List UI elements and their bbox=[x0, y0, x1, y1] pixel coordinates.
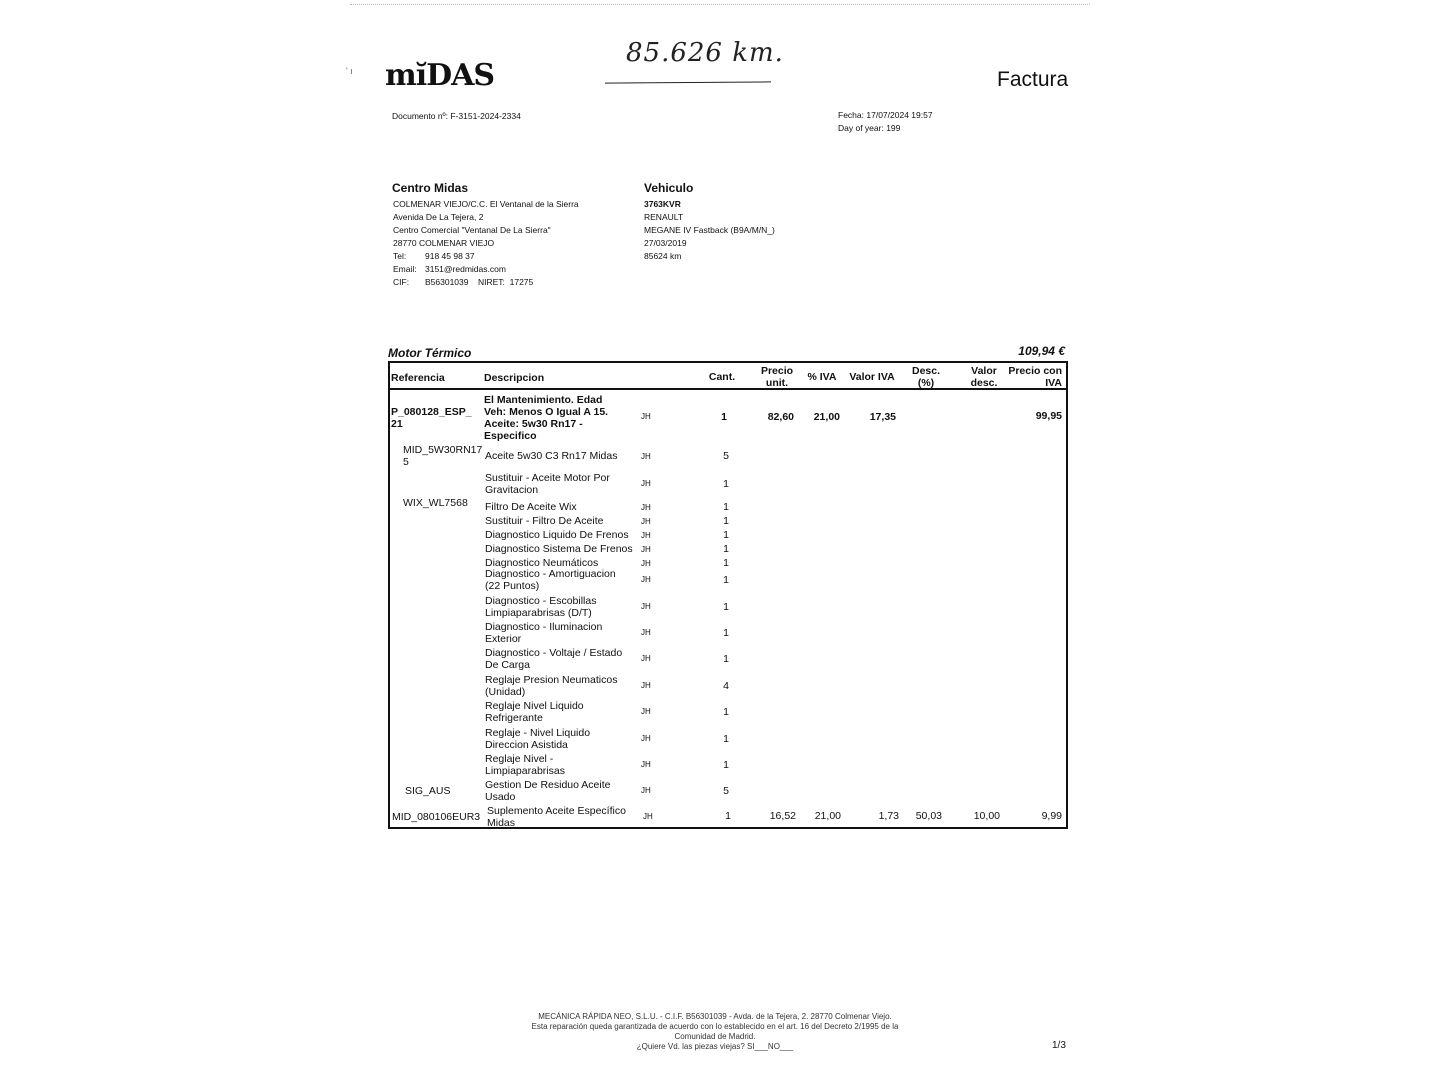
sub-row-cant: 1 bbox=[723, 478, 729, 490]
sub-row-desc-line: Gestion De Residuo Aceite bbox=[485, 779, 611, 791]
sub-row-ref-line: SIG_AUS bbox=[405, 785, 451, 797]
vehiculo-model: MEGANE IV Fastback (B9A/M/N_) bbox=[644, 225, 775, 235]
sub-row-desc bbox=[485, 674, 617, 698]
main-row-desc-line: Especifico bbox=[484, 430, 537, 442]
email-label: Email: bbox=[393, 264, 417, 274]
vehiculo-km: 85624 km bbox=[644, 251, 682, 261]
main-row-ref-line: P_080128_ESP_ bbox=[391, 406, 472, 418]
last-row-tec: JH bbox=[643, 812, 653, 821]
header-cant: Cant. bbox=[708, 371, 736, 383]
header-precio-iva-line: IVA bbox=[1045, 377, 1062, 389]
sub-row-desc bbox=[485, 753, 565, 777]
header-precio-unit-line: Precio bbox=[760, 365, 794, 377]
header-precio-iva-line: Precio con bbox=[1008, 365, 1062, 377]
email-value: 3151@redmidas.com bbox=[425, 264, 506, 274]
header-valor-iva: Valor IVA bbox=[849, 371, 895, 383]
sub-row-tec: JH bbox=[641, 517, 651, 526]
header-valor-desc bbox=[962, 365, 1006, 389]
page-number: 1/3 bbox=[1052, 1040, 1066, 1051]
tel-label: Tel: bbox=[393, 251, 407, 261]
sub-row-ref bbox=[405, 785, 451, 797]
fecha-value: 17/07/2024 19:57 bbox=[866, 110, 933, 120]
centro-cif bbox=[393, 276, 579, 289]
block-total: 109,94 € bbox=[1018, 344, 1065, 358]
main-row-precio: 82,60 bbox=[767, 411, 794, 423]
sub-row-desc-line: Sustituir - Filtro De Aceite bbox=[485, 515, 604, 527]
tel-value: 918 45 98 37 bbox=[425, 251, 475, 261]
header-precio-iva bbox=[1004, 365, 1062, 389]
sub-row-ref-line: MID_5W30RN17 bbox=[403, 444, 483, 456]
last-row-valor-desc: 10,00 bbox=[973, 810, 1000, 822]
sub-row-desc-line: Limpiaparabrisas (D/T) bbox=[485, 607, 592, 619]
sub-row-cant: 5 bbox=[723, 785, 729, 797]
sub-row-tec: JH bbox=[641, 559, 651, 568]
sub-row-desc-line: (22 Puntos) bbox=[485, 580, 540, 592]
footer-line: ¿Quiere Vd. las piezas viejas? SI___NO___ bbox=[636, 1042, 794, 1051]
sub-row-cant: 1 bbox=[723, 574, 729, 586]
sub-row-desc bbox=[485, 779, 611, 803]
vehiculo-title: Vehiculo bbox=[644, 181, 694, 195]
sub-row-cant: 5 bbox=[723, 450, 729, 462]
sub-row-desc bbox=[485, 595, 596, 619]
last-row-precio-iva: 9,99 bbox=[1041, 810, 1062, 822]
sub-row-cant: 4 bbox=[723, 680, 729, 692]
sub-row-tec: JH bbox=[641, 575, 651, 584]
main-row-desc-line: El Mantenimiento. Edad bbox=[484, 394, 603, 406]
sub-row-ref bbox=[403, 497, 468, 509]
sub-row-cant: 1 bbox=[723, 543, 729, 555]
centro-title: Centro Midas bbox=[392, 181, 469, 195]
centro-line: 28770 COLMENAR VIEJO bbox=[393, 238, 495, 248]
sub-row-desc bbox=[485, 568, 616, 592]
sub-row-cant: 1 bbox=[723, 515, 729, 527]
sub-row-desc-line: Reglaje - Nivel Liquido bbox=[485, 727, 591, 739]
day-label: Day of year: bbox=[838, 123, 884, 133]
main-row-iva: 21,00 bbox=[813, 411, 840, 423]
scan-top-edge bbox=[350, 4, 1090, 6]
main-row-valor-iva: 17,35 bbox=[869, 411, 896, 423]
sub-row-ref-line: 5 bbox=[403, 456, 409, 468]
main-row-desc-line: Aceite: 5w30 Rn17 - bbox=[484, 418, 583, 430]
cif-value: B56301039 bbox=[425, 277, 469, 287]
last-row-desc bbox=[487, 805, 626, 829]
sub-row-tec: JH bbox=[641, 602, 651, 611]
sub-row-desc-line: Diagnostico - Voltaje / Estado bbox=[485, 647, 623, 659]
sub-row-cant: 1 bbox=[723, 557, 729, 569]
vehiculo-brand: RENAULT bbox=[644, 212, 684, 222]
document-title: Factura bbox=[997, 68, 1069, 91]
sub-row-tec: JH bbox=[641, 681, 651, 690]
sub-row-desc bbox=[485, 472, 610, 496]
centro-tel bbox=[393, 250, 579, 263]
last-row-valor-iva: 1,73 bbox=[878, 810, 899, 822]
sub-row-desc-line: Exterior bbox=[485, 633, 522, 645]
sub-row-tec: JH bbox=[641, 628, 651, 637]
centro-line: COLMENAR VIEJO/C.C. El Ventanal de la Sierra bbox=[393, 199, 579, 209]
sub-row-desc-line: Reglaje Presion Neumaticos bbox=[485, 674, 618, 686]
sub-row-tec: JH bbox=[641, 786, 651, 795]
header-valor-desc-line: Valor bbox=[971, 365, 997, 377]
header-iva: % IVA bbox=[807, 371, 837, 383]
header-precio-unit-line: unit. bbox=[765, 377, 789, 389]
vehiculo-date: 27/03/2019 bbox=[644, 238, 687, 248]
sub-row-desc-line: Diagnostico Neumáticos bbox=[485, 557, 599, 569]
header-desc-line: (%) bbox=[917, 377, 935, 389]
handwritten-underline bbox=[605, 81, 771, 83]
sub-row-desc-line: Limpiaparabrisas bbox=[485, 765, 565, 777]
main-row-desc-line: Veh: Menos O Igual A 15. bbox=[484, 406, 609, 418]
sub-row-desc bbox=[485, 727, 590, 751]
sub-row-tec: JH bbox=[641, 760, 651, 769]
sub-row-desc-line: Reglaje Nivel Liquido bbox=[485, 700, 584, 712]
main-row-precio-iva: 99,95 bbox=[1035, 410, 1062, 422]
centro-line: Centro Comercial "Ventanal De La Sierra" bbox=[393, 225, 551, 235]
sub-row-desc-line: Sustituir - Aceite Motor Por bbox=[485, 472, 610, 484]
footer-line: MECÁNICA RÁPIDA NEO, S.L.U. - C.I.F. B56301039 - Avda. de la Tejera, 2. 28770 Colmenar Viejo. bbox=[538, 1012, 892, 1021]
main-row-ref bbox=[391, 406, 472, 430]
sub-row-tec: JH bbox=[641, 734, 651, 743]
sub-row-cant: 1 bbox=[723, 501, 729, 513]
header-valor-desc-line: desc. bbox=[970, 377, 998, 389]
sub-row-cant: 1 bbox=[723, 529, 729, 541]
header-desc bbox=[904, 365, 948, 389]
main-row-tec: JH bbox=[641, 412, 651, 421]
sub-row-desc bbox=[485, 700, 584, 724]
sub-row-desc bbox=[485, 515, 603, 527]
footer-line: Comunidad de Madrid. bbox=[674, 1032, 756, 1041]
sub-row-ref-line: WIX_WL7568 bbox=[403, 497, 468, 509]
sub-row-desc bbox=[485, 647, 622, 671]
sub-row-desc bbox=[485, 529, 629, 541]
sub-row-cant: 1 bbox=[723, 601, 729, 613]
handwritten-km-note: 85.626 km. bbox=[626, 38, 784, 68]
sub-row-cant: 1 bbox=[723, 627, 729, 639]
header-descripcion: Descripcion bbox=[484, 372, 545, 384]
centro-email bbox=[393, 263, 579, 276]
last-row-iva: 21,00 bbox=[814, 810, 841, 822]
sub-row-tec: JH bbox=[641, 545, 651, 554]
niret-label: NIRET: bbox=[477, 277, 505, 287]
sub-row-desc bbox=[485, 501, 577, 513]
sub-row-tec: JH bbox=[641, 503, 651, 512]
sub-row-cant: 1 bbox=[723, 759, 729, 771]
sub-row-desc-line: Gravitacion bbox=[485, 484, 539, 496]
header-referencia: Referencia bbox=[391, 372, 445, 384]
sub-row-tec: JH bbox=[641, 479, 651, 488]
sub-row-desc-line: Reglaje Nivel - bbox=[485, 753, 554, 765]
header-desc-line: Desc. bbox=[911, 365, 941, 377]
last-row-precio: 16,52 bbox=[769, 810, 796, 822]
sub-row-ref bbox=[403, 444, 482, 468]
last-row-ref: MID_080106EUR3 bbox=[392, 811, 481, 823]
sub-row-desc-line: Diagnostico - Iluminacion bbox=[485, 621, 603, 633]
last-row-desc-line: Suplemento Aceite Específico bbox=[487, 805, 626, 817]
sub-row-desc-line: Filtro De Aceite Wix bbox=[485, 501, 577, 513]
sub-row-tec: JH bbox=[641, 452, 651, 461]
documento-value: F-3151-2024-2334 bbox=[450, 111, 521, 121]
footer-line: Esta reparación queda garantizada de acuerdo con lo establecido en el art. 16 del Decreto 2/1995 de la bbox=[531, 1022, 899, 1031]
block-title: Motor Térmico bbox=[388, 346, 472, 360]
sub-row-desc-line: Diagnostico - Escobillas bbox=[485, 595, 597, 607]
sub-row-desc-line: Aceite 5w30 C3 Rn17 Midas bbox=[485, 450, 618, 462]
sub-row-desc bbox=[485, 543, 633, 555]
sub-row-desc-line: (Unidad) bbox=[485, 686, 526, 698]
main-row-desc bbox=[484, 394, 608, 442]
last-row-desc-pct: 50,03 bbox=[915, 810, 942, 822]
sub-row-tec: JH bbox=[641, 531, 651, 540]
niret-value: 17275 bbox=[509, 277, 534, 287]
fecha-block bbox=[838, 109, 933, 135]
sub-row-cant: 1 bbox=[723, 706, 729, 718]
sub-row-desc-line: Diagnostico Sistema De Frenos bbox=[485, 543, 633, 555]
centro-line: Avenida De La Tejera, 2 bbox=[393, 212, 484, 222]
sub-row-tec: JH bbox=[641, 707, 651, 716]
day-value: 199 bbox=[886, 123, 901, 133]
sub-row-cant: 1 bbox=[723, 653, 729, 665]
documento-label: Documento nº: bbox=[392, 111, 449, 121]
sub-row-desc bbox=[485, 621, 602, 645]
cif-label: CIF: bbox=[393, 277, 410, 287]
sub-row-tec: JH bbox=[641, 654, 651, 663]
footer bbox=[480, 1012, 950, 1052]
sub-row-desc-line: Direccion Asistida bbox=[485, 739, 568, 751]
sub-row-desc-line: Diagnostico Liquido De Frenos bbox=[485, 529, 629, 541]
sub-row-desc-line: Usado bbox=[485, 791, 516, 803]
last-row-cant: 1 bbox=[725, 810, 731, 822]
sub-row-desc-line: Refrigerante bbox=[485, 712, 543, 724]
fecha-label: Fecha: bbox=[838, 110, 864, 120]
centro-details bbox=[393, 198, 579, 289]
sub-row-desc-line: De Carga bbox=[485, 659, 530, 671]
main-row-cant: 1 bbox=[721, 411, 727, 423]
main-row-ref-line: 21 bbox=[391, 418, 403, 430]
last-row-desc-line: Midas bbox=[487, 817, 516, 829]
sub-row-desc bbox=[485, 450, 618, 462]
vehiculo-plate: 3763KVR bbox=[644, 199, 681, 209]
header-precio-unit bbox=[752, 365, 802, 389]
midas-logo: mĭDAS bbox=[385, 58, 495, 93]
logo-mark: ' ı bbox=[346, 66, 353, 76]
sub-row-desc-line: Diagnostico - Amortiguacion bbox=[485, 568, 616, 580]
documento-number bbox=[392, 110, 521, 123]
sub-row-cant: 1 bbox=[723, 733, 729, 745]
vehiculo-details bbox=[644, 198, 775, 263]
